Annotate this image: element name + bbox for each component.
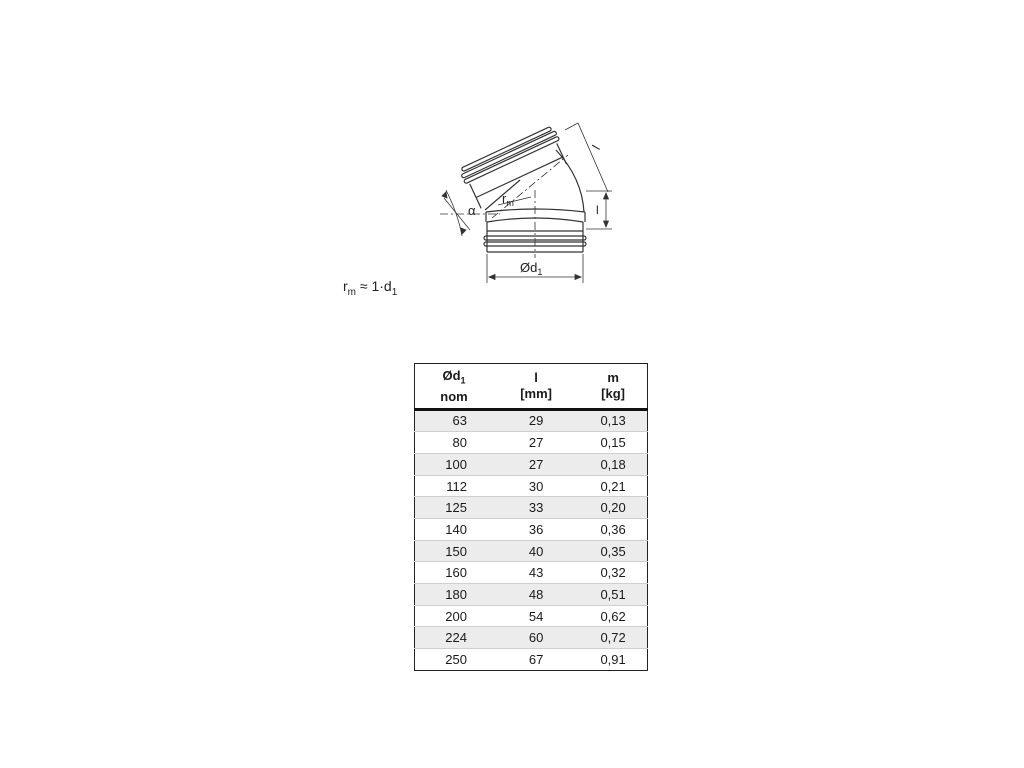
cell-length: 60 — [493, 627, 579, 649]
cell-mass: 0,62 — [579, 605, 647, 627]
cell-diameter: 140 — [415, 519, 494, 541]
cell-diameter: 112 — [415, 475, 494, 497]
cell-mass: 0,35 — [579, 540, 647, 562]
cell-mass: 0,72 — [579, 627, 647, 649]
table-row — [415, 453, 648, 475]
cell-length: 43 — [493, 562, 579, 584]
cell-diameter: 224 — [415, 627, 494, 649]
cell-length: 54 — [493, 605, 579, 627]
table-header-row — [415, 364, 648, 410]
cell-diameter: 100 — [415, 453, 494, 475]
cell-diameter: 63 — [415, 409, 494, 432]
upper-pipe-section — [459, 125, 572, 210]
table-row — [415, 649, 648, 671]
table-row — [415, 497, 648, 519]
table-row — [415, 605, 648, 627]
cell-diameter: 200 — [415, 605, 494, 627]
cell-mass: 0,51 — [579, 584, 647, 606]
cell-length: 29 — [493, 409, 579, 432]
cell-mass: 0,20 — [579, 497, 647, 519]
cell-diameter: 80 — [415, 432, 494, 454]
cell-diameter: 250 — [415, 649, 494, 671]
header-diameter: $Ød_1$ nom — [415, 364, 494, 410]
table-row — [415, 475, 648, 497]
elbow-body — [485, 150, 584, 212]
cell-diameter: 150 — [415, 540, 494, 562]
radius-formula: $r_m \approx 1\cdot d_1$ — [343, 278, 398, 298]
table-row — [415, 519, 648, 541]
cell-mass: 0,18 — [579, 453, 647, 475]
cell-length: 33 — [493, 497, 579, 519]
cell-mass: 0,91 — [579, 649, 647, 671]
table-row — [415, 627, 648, 649]
table-row — [415, 409, 648, 432]
header-mass: m [kg] — [579, 364, 647, 410]
table-row — [415, 584, 648, 606]
header-length: l [mm] — [493, 364, 579, 410]
table-row — [415, 540, 648, 562]
cell-length: 40 — [493, 540, 579, 562]
d1-label: $Ød_1$ — [520, 260, 543, 277]
l-label-side: l — [596, 203, 599, 217]
cell-length: 27 — [493, 453, 579, 475]
cell-mass: 0,15 — [579, 432, 647, 454]
elbow-fitting-drawing — [420, 112, 620, 292]
cell-diameter: 125 — [415, 497, 494, 519]
cell-diameter: 160 — [415, 562, 494, 584]
alpha-label: α — [468, 203, 476, 218]
cell-length: 27 — [493, 432, 579, 454]
rm-label: $r_m$ — [502, 191, 514, 208]
cell-mass: 0,21 — [579, 475, 647, 497]
cell-diameter: 180 — [415, 584, 494, 606]
dimension-table — [414, 363, 648, 671]
cell-mass: 0,13 — [579, 409, 647, 432]
cell-length: 30 — [493, 475, 579, 497]
cell-length: 36 — [493, 519, 579, 541]
table-row — [415, 562, 648, 584]
cell-mass: 0,32 — [579, 562, 647, 584]
l-label-top: l — [589, 142, 603, 153]
table-row — [415, 432, 648, 454]
cell-mass: 0,36 — [579, 519, 647, 541]
cell-length: 48 — [493, 584, 579, 606]
cell-length: 67 — [493, 649, 579, 671]
